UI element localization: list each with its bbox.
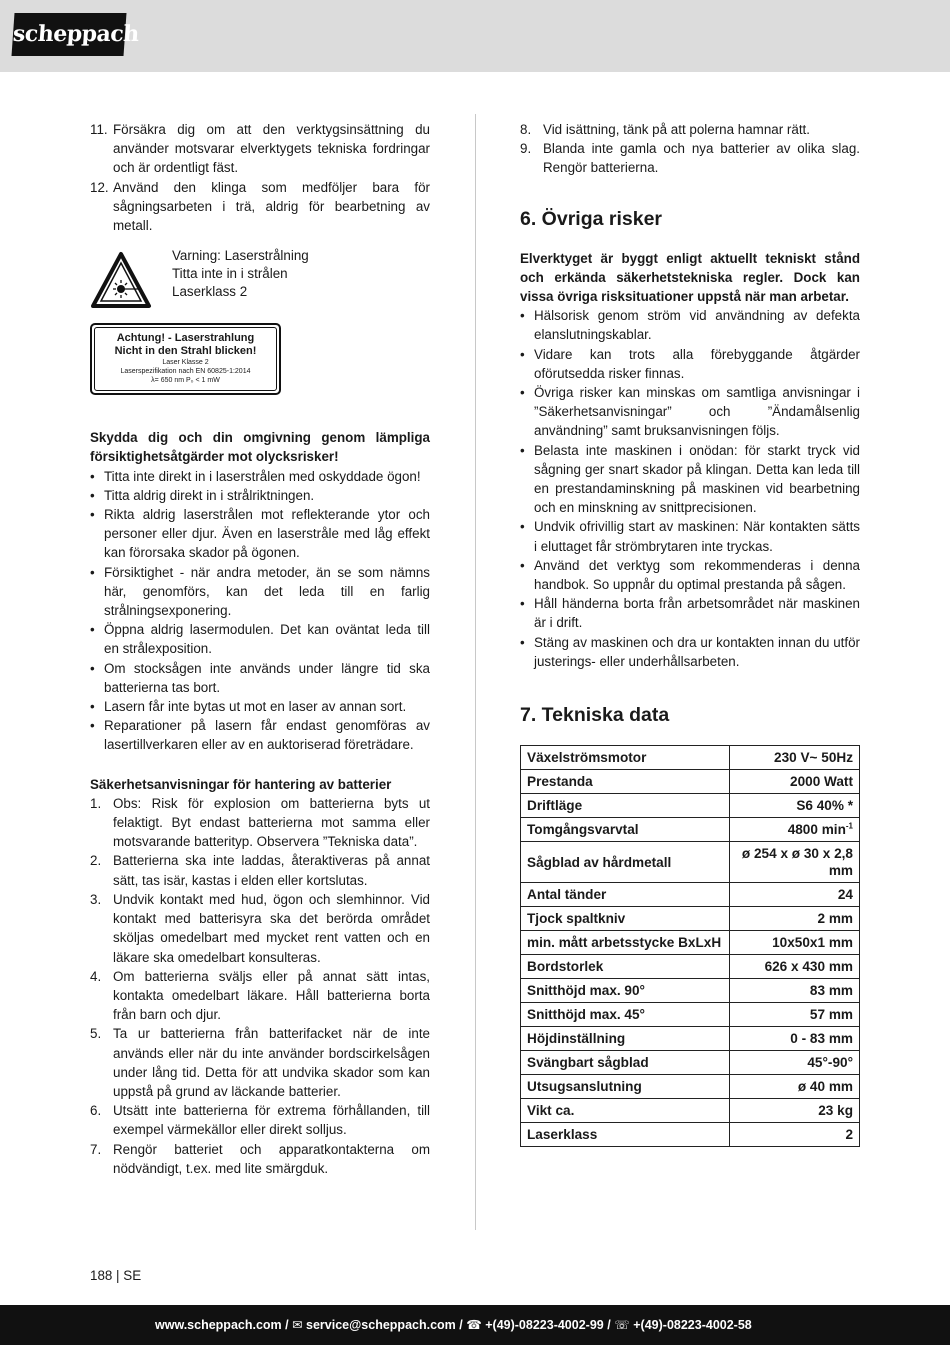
laser-warning-icon	[90, 251, 152, 309]
table-row: Vikt ca. 23 kg	[521, 1099, 860, 1123]
table-row: Bordstorlek 626 x 430 mm	[521, 955, 860, 979]
contact-info: www.scheppach.com / ✉ service@scheppach.com / ☎ +(49)-08223-4002-99 / ☏ +(49)-08223-4002-58	[155, 1318, 752, 1332]
right-column	[520, 120, 860, 1147]
list-item: 11. Försäkra dig om att den verktygsinsättning du använder motsvarar elverktygets tekniska fordringar och är ordentligt fäst.	[90, 122, 430, 176]
list-item: • Belasta inte maskinen i onödan: för starkt tryck vid sågning ger snart skador på klingan. Detta kan leda till en prestandaminskning på maskinen vid bearbetning och en minskning av snittprecisionen.	[520, 442, 860, 516]
left-column	[90, 120, 430, 1178]
table-row: Växelströmsmotor 230 V~ 50Hz	[521, 746, 860, 770]
list-item: 7. Rengör batteriet och apparatkontakterna om nödvändigt, t.ex. med lite smärgduk.	[90, 1141, 430, 1176]
list-item: 2. Batterierna ska inte laddas, återaktiveras på annat sätt, tas isär, kastas i elden eller kortslutas.	[90, 853, 430, 888]
numbered-list-continued	[520, 120, 860, 178]
table-row: Sågblad av hårdmetall ø 254 x ø 30 x 2,8 mm	[521, 842, 860, 883]
table-row: min. mått arbetsstycke BxLxH 10x50x1 mm	[521, 931, 860, 955]
list-item: • Lasern får inte bytas ut mot en laser av annan sort.	[90, 699, 407, 715]
battery-list	[90, 794, 430, 1178]
table-row: Antal tänder 24	[521, 883, 860, 907]
table-row: Höjdinställning 0 - 83 mm	[521, 1027, 860, 1051]
table-row: Snitthöjd max. 90° 83 mm	[521, 979, 860, 1003]
list-item: 3. Undvik kontakt med hud, ögon och slemhinnor. Vid kontakt med batterisyra ska det berörda området sköljas omedelbart med mycket rent vatten och en läkare ska omedelbart konsulteras.	[90, 891, 430, 965]
list-item: 12. Använd den klinga som medföljer bara för sågningsarbeten i trä, aldrig för bearbetning av metall.	[90, 179, 430, 234]
list-item: • Öppna aldrig lasermodulen. Det kan oväntat leda till en strålexposition.	[90, 622, 430, 657]
list-item: • Vidare kan trots alla förebyggande åtgärder oförutsedda risker finnas.	[520, 346, 860, 381]
list-item: • Om stocksågen inte används under längre tid ska batterierna tas bort.	[90, 660, 430, 695]
list-item: • Hälsorisk genom ström vid användning av defekta elanslutningskablar.	[520, 308, 860, 343]
column-divider	[475, 114, 476, 1230]
technical-data-table	[520, 745, 860, 1147]
list-item: 6. Utsätt inte batterierna för extrema förhållanden, till exempel värmekällor eller direkt solljus.	[90, 1103, 430, 1138]
table-row: Prestanda 2000 Watt	[521, 770, 860, 794]
other-risks-intro: Elverktyget är byggt enligt aktuellt tekniskt stånd och erkända säkerhetstekniska regler. Dock kan vissa övriga risksituationer uppstå när man arbetar.	[520, 250, 860, 305]
list-item: • Titta aldrig direkt in i strålriktningen.	[90, 487, 315, 503]
other-risks-bullets	[520, 306, 860, 671]
laser-class-label: Achtung! - Laserstrahlung Nicht in den Strahl blicken! Laser Klasse 2 Laserspezifikation nach EN 60825-1:2014 λ= 650 nm P₀ < 1 mW	[90, 323, 281, 395]
laser-warning	[90, 248, 430, 315]
list-item: 4. Om batterierna sväljs eller på annat sätt intas, kontakta omedelbart läkare. Håll batterierna borta från barn och djur.	[90, 968, 430, 1023]
numbered-list-top	[90, 120, 430, 235]
laser-warning-text: Varning: Laserstrålning Titta inte in i strålen Laserklass 2	[172, 248, 309, 300]
table-row: Snitthöjd max. 45° 57 mm	[521, 1003, 860, 1027]
table-row: Utsugsanslutning ø 40 mm	[521, 1075, 860, 1099]
battery-heading: Säkerhetsanvisningar för hantering av batterier	[90, 776, 392, 792]
table-row: Tjock spaltkniv 2 mm	[521, 907, 860, 931]
list-item: • Övriga risker kan minskas om samtliga anvisningar i ”Säkerhetsanvisningar” och ”Ändamålsenlig användning” samt bruksanvisningen följs.	[520, 385, 860, 439]
page-number: 188 | SE	[90, 1268, 142, 1283]
list-item: • Håll händerna borta från arbetsområdet när maskinen är i drift.	[520, 596, 860, 631]
list-item: 9. Blanda inte gamla och nya batterier av olika slag. Rengör batterierna.	[520, 141, 860, 176]
list-item: 1. Obs: Risk för explosion om batterierna byts ut felaktigt. Byt endast batterierna mot samma eller motsvarande batterityp. Observera ”Tekniska data”.	[90, 795, 430, 850]
list-item: • Titta inte direkt in i laserstrålen med oskyddade ögon!	[90, 468, 421, 484]
section-title-other-risks: 6. Övriga risker	[520, 207, 663, 230]
protect-bullets	[90, 467, 430, 755]
brand-logo: scheppach	[11, 13, 126, 56]
page-header	[0, 0, 950, 72]
table-row: Driftläge S6 40% *	[521, 794, 860, 818]
protect-heading: Skydda dig och din omgivning genom lämpliga försiktighetsåtgärder mot olycksrisker!	[90, 430, 430, 465]
list-item: • Stäng av maskinen och dra ur kontakten innan du utför justerings- eller underhållsarbeten.	[520, 634, 860, 669]
list-item: • Använd det verktyg som rekommenderas i denna handbok. So uppnår du optimal prestanda på sågen.	[520, 557, 860, 593]
list-item: • Försiktighet - när andra metoder, än se som nämns här, genomförs, kan det leda till en farlig strålningsexponering.	[90, 564, 430, 619]
list-item: 8. Vid isättning, tänk på att polerna hamnar rätt.	[520, 122, 810, 137]
list-item: • Rikta aldrig laserstrålen mot reflekterande ytor och personer eller djur. Även en laserstråle med låg effekt kan förorsaka skador på ögonen.	[90, 507, 430, 561]
list-item: • Undvik ofrivillig start av maskinen: När kontakten sätts i eluttaget får strömbrytaren inte tryckas.	[520, 519, 860, 554]
table-row: Tomgångsvarvtal 4800 $\min^{-1}$	[521, 818, 860, 842]
table-row: Laserklass 2	[521, 1123, 860, 1147]
section-title-technical-data: 7. Tekniska data	[520, 704, 670, 727]
table-row: Svängbart sågblad 45°-90°	[521, 1051, 860, 1075]
footer-bar	[0, 1305, 950, 1345]
list-item: 5. Ta ur batterierna från batterifacket när de inte används eller när du inte använder bordscirkelsågen under lång tid. Detta för att undvika skador som kan uppstå på grund av läckande batterier.	[90, 1026, 430, 1099]
list-item: • Reparationer på lasern får endast genomföras av lasertillverkaren eller av en auktoriserad företrädare.	[90, 718, 430, 753]
